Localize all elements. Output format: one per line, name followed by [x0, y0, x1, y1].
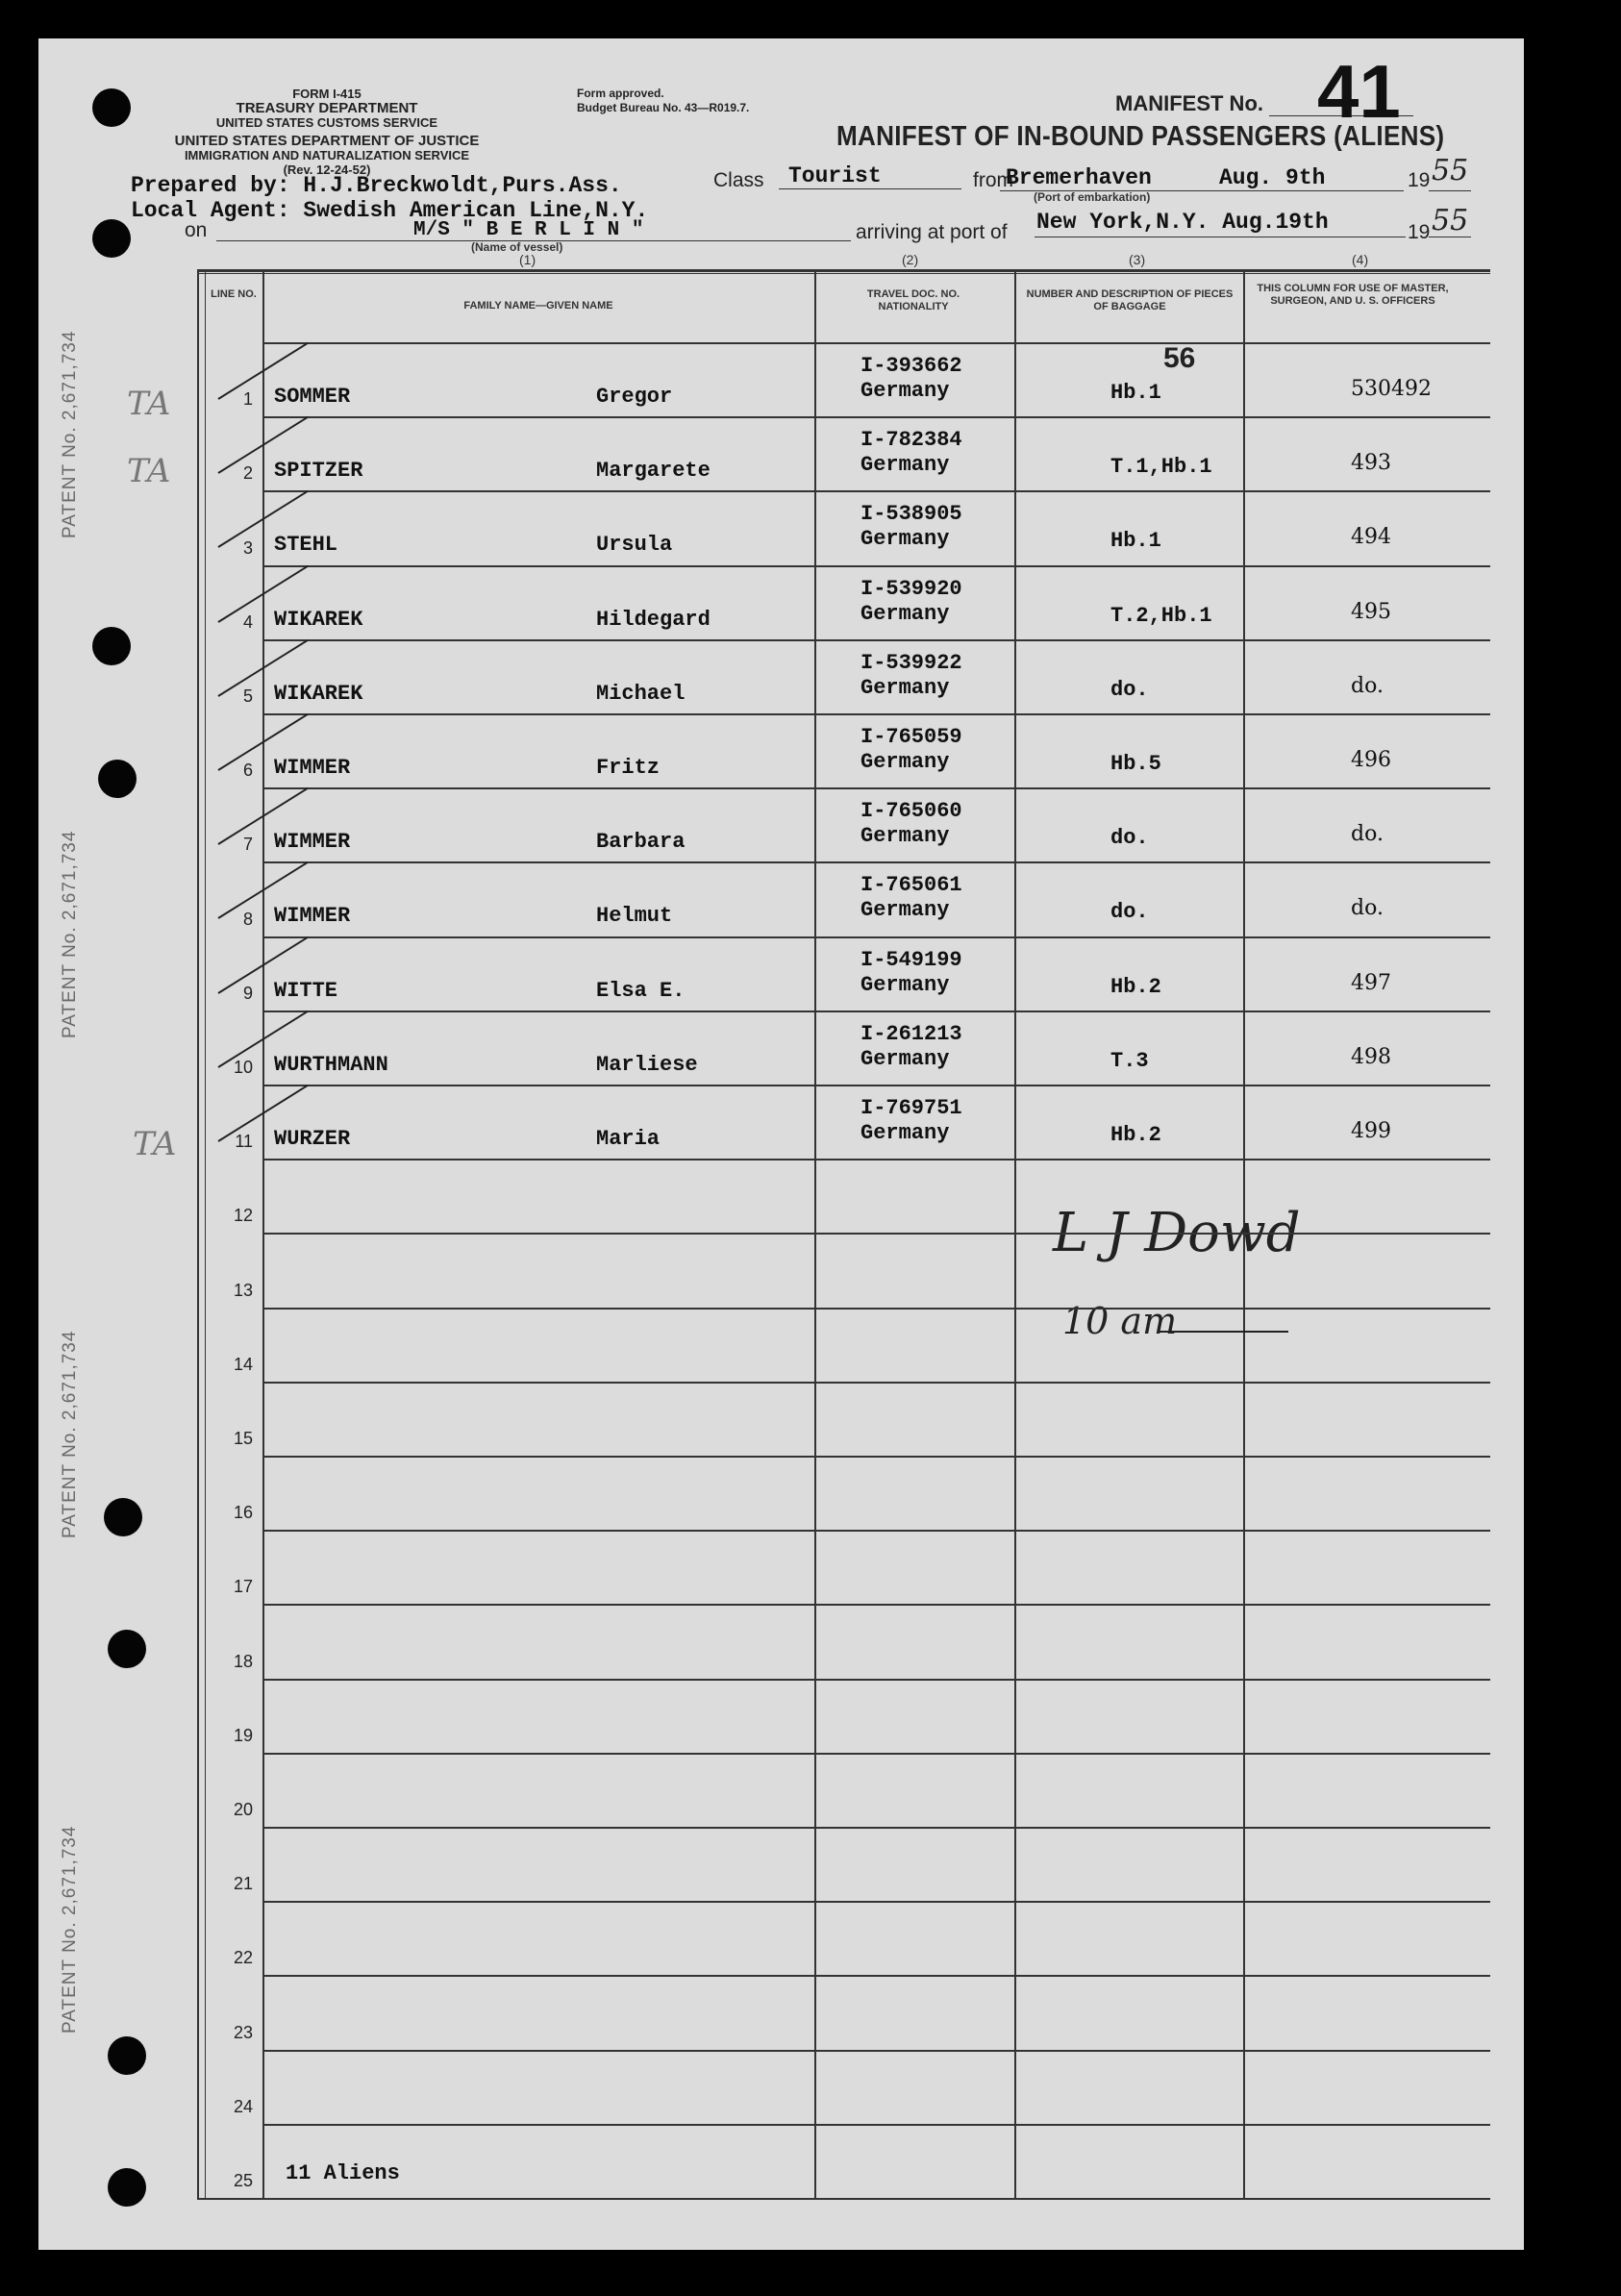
- header-travel-doc: TRAVEL DOC. NO. NATIONALITY: [866, 288, 960, 312]
- family-name: SPITZER: [274, 459, 363, 484]
- patent-label: PATENT No. 2,671,734: [60, 830, 80, 1038]
- officer-number: 497: [1351, 970, 1391, 995]
- family-name: WIMMER: [274, 756, 351, 780]
- manifest-page: [38, 38, 1524, 2250]
- header-line-no: LINE NO.: [211, 288, 257, 300]
- handwritten-time: 10 am: [1062, 1300, 1178, 1342]
- travel-doc-number: I-393662: [860, 354, 962, 378]
- baggage: T.3: [1110, 1048, 1149, 1073]
- officer-number: 494: [1351, 525, 1391, 550]
- officer-number: 530492: [1351, 377, 1432, 401]
- travel-doc-number: I-539922: [860, 650, 962, 675]
- vessel-name: M/S " B E R L I N ": [413, 219, 644, 241]
- row-divider: [262, 1753, 1490, 1755]
- row-divider: [262, 2050, 1490, 2052]
- travel-doc-number: I-765061: [860, 873, 962, 898]
- baggage: Hb.5: [1110, 752, 1161, 776]
- baggage: do.: [1110, 900, 1149, 925]
- nationality: Germany: [860, 972, 950, 997]
- arrival-year-suffix: 55: [1432, 204, 1469, 237]
- dept-line: UNITED STATES CUSTOMS SERVICE: [215, 115, 438, 130]
- arrival-port-date: New York,N.Y. Aug.19th: [1036, 210, 1329, 235]
- footer-total: 11 Aliens: [286, 2161, 400, 2185]
- arrival-year-prefix: 19: [1408, 221, 1431, 243]
- punch-hole: [92, 627, 131, 665]
- row-divider: [262, 1530, 1490, 1532]
- row-divider: [262, 416, 1490, 418]
- row-divider: [262, 861, 1490, 863]
- form-number: FORM I-415: [292, 87, 362, 101]
- column-number: (4): [1352, 252, 1369, 267]
- given-name: Elsa E.: [596, 978, 686, 1003]
- row-divider: [262, 787, 1490, 789]
- travel-doc-number: I-765060: [860, 799, 962, 824]
- punch-hole: [108, 2168, 146, 2207]
- column-number: (2): [902, 252, 919, 267]
- family-name: WIMMER: [274, 830, 351, 855]
- class-value: Tourist: [788, 163, 882, 188]
- nationality: Germany: [860, 824, 950, 849]
- column-number: (3): [1129, 252, 1146, 267]
- from-value: Bremerhaven: [1006, 165, 1152, 190]
- row-divider: [262, 1975, 1490, 1977]
- row-divider: [262, 490, 1490, 492]
- officer-number: do.: [1351, 673, 1384, 698]
- family-name: WITTE: [274, 978, 338, 1003]
- officer-number: do.: [1351, 822, 1384, 847]
- row-divider: [262, 2198, 1490, 2200]
- row-divider: [262, 1604, 1490, 1606]
- approval-note: [577, 87, 808, 115]
- nationality: Germany: [860, 1121, 950, 1145]
- manifest-number: 41: [1317, 49, 1401, 134]
- handwritten-signature: L J Dowd: [1053, 1202, 1301, 1264]
- row-divider: [262, 1011, 1490, 1012]
- family-name: WIMMER: [274, 904, 351, 929]
- approval-line: Form approved.: [577, 87, 664, 100]
- given-name: Margarete: [596, 459, 711, 484]
- from-label: from: [973, 169, 1013, 191]
- punch-hole: [92, 88, 131, 127]
- column-number: (1): [519, 252, 536, 267]
- nationality: Germany: [860, 453, 950, 478]
- line-number: 11: [235, 1132, 253, 1152]
- patent-label: PATENT No. 2,671,734: [60, 1330, 80, 1538]
- travel-doc-number: I-538905: [860, 502, 962, 527]
- travel-doc-number: I-769751: [860, 1096, 962, 1120]
- punch-hole: [98, 760, 137, 798]
- line-number: 14: [233, 1354, 253, 1374]
- dept-line: UNITED STATES DEPARTMENT OF JUSTICE: [174, 133, 480, 149]
- header-baggage: NUMBER AND DESCRIPTION OF PIECES OF BAGGAGE: [1026, 288, 1234, 312]
- officer-number: do.: [1351, 896, 1384, 921]
- officer-number: 496: [1351, 748, 1391, 772]
- baggage: Hb.1: [1110, 529, 1161, 554]
- baggage: T.1,Hb.1: [1110, 455, 1212, 480]
- nationality: Germany: [860, 1046, 950, 1071]
- travel-doc-number: I-782384: [860, 428, 962, 453]
- line-number: 19: [233, 1725, 253, 1745]
- officer-number: 493: [1351, 451, 1391, 476]
- manifest-no-label: MANIFEST No.: [1115, 91, 1263, 115]
- officer-number: 499: [1351, 1119, 1391, 1143]
- prepared-by: Prepared by: H.J.Breckwoldt,Purs.Ass.: [131, 173, 622, 198]
- local-agent: Local Agent: Swedish American Line,N.Y.: [131, 198, 649, 223]
- row-divider: [262, 565, 1490, 567]
- arriving-label: arriving at port of: [856, 221, 1008, 243]
- manifest-title: MANIFEST OF IN-BOUND PASSENGERS (ALIENS): [836, 121, 1445, 152]
- row-divider: [262, 713, 1490, 715]
- passenger-table: [197, 269, 1490, 2200]
- patent-label: PATENT No. 2,671,734: [60, 1825, 80, 2034]
- header-officers: THIS COLUMN FOR USE OF MASTER, SURGEON, AND U. S. OFFICERS: [1257, 283, 1449, 307]
- punch-hole: [108, 2036, 146, 2075]
- line-number: 22: [233, 1948, 253, 1968]
- class-label: Class: [713, 169, 764, 191]
- line-number: 10: [233, 1058, 253, 1077]
- family-name: WURTHMANN: [274, 1052, 388, 1077]
- line-number: 21: [233, 1874, 253, 1894]
- baggage: do.: [1110, 677, 1149, 702]
- handwritten-underline: [1159, 1331, 1288, 1333]
- given-name: Helmut: [596, 904, 673, 929]
- punch-hole: [108, 1630, 146, 1668]
- nationality: Germany: [860, 750, 950, 774]
- travel-doc-number: I-261213: [860, 1021, 962, 1046]
- travel-doc-number: I-539920: [860, 576, 962, 601]
- rev-line: (Rev. 12-24-52): [283, 162, 371, 177]
- table-left-border: [205, 269, 206, 2200]
- line-number: 17: [233, 1577, 253, 1597]
- given-name: Michael: [596, 681, 686, 706]
- dept-line: TREASURY DEPARTMENT: [236, 100, 418, 116]
- line-number: 16: [233, 1503, 253, 1523]
- given-name: Fritz: [596, 756, 661, 780]
- nationality: Germany: [860, 379, 950, 403]
- line-number: 13: [233, 1280, 253, 1300]
- on-label: on: [185, 219, 208, 241]
- nationality: Germany: [860, 601, 950, 626]
- family-name: WURZER: [274, 1127, 351, 1151]
- given-name: Hildegard: [596, 607, 711, 632]
- baggage: Hb.1: [1110, 381, 1161, 405]
- family-name: STEHL: [274, 533, 338, 558]
- year-suffix: 55: [1432, 154, 1469, 187]
- line-number: 23: [233, 2022, 253, 2042]
- row-divider: [262, 1679, 1490, 1681]
- officer-number: 498: [1351, 1044, 1391, 1069]
- underline: [779, 188, 961, 189]
- row-divider: [262, 1456, 1490, 1458]
- line-number: 5: [242, 686, 253, 706]
- baggage: do.: [1110, 826, 1149, 851]
- travel-doc-number: I-549199: [860, 947, 962, 972]
- line-number: 6: [242, 761, 253, 781]
- punch-hole: [104, 1498, 142, 1536]
- row-divider: [262, 2124, 1490, 2126]
- family-name: SOMMER: [274, 385, 351, 409]
- punch-hole: [92, 219, 131, 258]
- row-divider: [262, 1159, 1490, 1160]
- table-top-border: [197, 273, 1490, 274]
- baggage: T.2,Hb.1: [1110, 603, 1212, 628]
- line-number: 4: [242, 611, 253, 632]
- given-name: Marliese: [596, 1052, 698, 1077]
- year-prefix: 19: [1408, 169, 1431, 191]
- line-number: 8: [242, 909, 253, 929]
- line-number: 9: [242, 983, 253, 1003]
- form-header: [173, 87, 481, 177]
- row-divider: [262, 1901, 1490, 1903]
- table-left-border: [197, 269, 199, 2200]
- nationality: Germany: [860, 898, 950, 923]
- family-name: WIKAREK: [274, 607, 363, 632]
- departure-date: Aug. 9th: [1219, 165, 1326, 190]
- nationality: Germany: [860, 675, 950, 700]
- ta-mark: TA: [127, 385, 171, 423]
- row-divider: [262, 639, 1490, 641]
- row-divider: [262, 936, 1490, 938]
- ta-mark: TA: [133, 1125, 177, 1163]
- patent-label: PATENT No. 2,671,734: [60, 330, 80, 538]
- line-number: 20: [233, 1800, 253, 1819]
- annotation-56: 56: [1163, 342, 1196, 374]
- line-number: 1: [242, 389, 253, 410]
- header-divider: [262, 342, 1490, 344]
- line-number: 7: [242, 835, 253, 855]
- line-number: 2: [242, 463, 253, 484]
- line-number: 25: [233, 2171, 253, 2190]
- row-divider: [262, 1233, 1490, 1235]
- travel-doc-number: I-765059: [860, 725, 962, 749]
- family-name: WIKAREK: [274, 681, 363, 706]
- baggage: Hb.2: [1110, 974, 1161, 999]
- line-number: 3: [242, 537, 253, 558]
- row-divider: [262, 1085, 1490, 1086]
- row-divider: [262, 1382, 1490, 1384]
- table-top-border: [197, 269, 1490, 272]
- row-divider: [262, 1827, 1490, 1829]
- given-name: Barbara: [596, 830, 686, 855]
- header-name: FAMILY NAME—GIVEN NAME: [463, 300, 613, 312]
- given-name: Gregor: [596, 385, 673, 409]
- dept-line: IMMIGRATION AND NATURALIZATION SERVICE: [184, 148, 470, 162]
- row-divider: [262, 1308, 1490, 1310]
- given-name: Ursula: [596, 533, 673, 558]
- line-number: 15: [233, 1429, 253, 1448]
- approval-line: Budget Bureau No. 43—R019.7.: [577, 101, 750, 114]
- ta-mark: TA: [127, 452, 171, 490]
- officer-number: 495: [1351, 599, 1391, 624]
- line-number: 24: [233, 2096, 253, 2116]
- line-number: 18: [233, 1651, 253, 1671]
- baggage: Hb.2: [1110, 1123, 1161, 1147]
- underline: [1429, 190, 1471, 191]
- port-caption: (Port of embarkation): [1034, 190, 1151, 204]
- line-number: 12: [233, 1206, 253, 1226]
- given-name: Maria: [596, 1127, 661, 1151]
- nationality: Germany: [860, 527, 950, 552]
- vessel-caption: (Name of vessel): [471, 240, 563, 254]
